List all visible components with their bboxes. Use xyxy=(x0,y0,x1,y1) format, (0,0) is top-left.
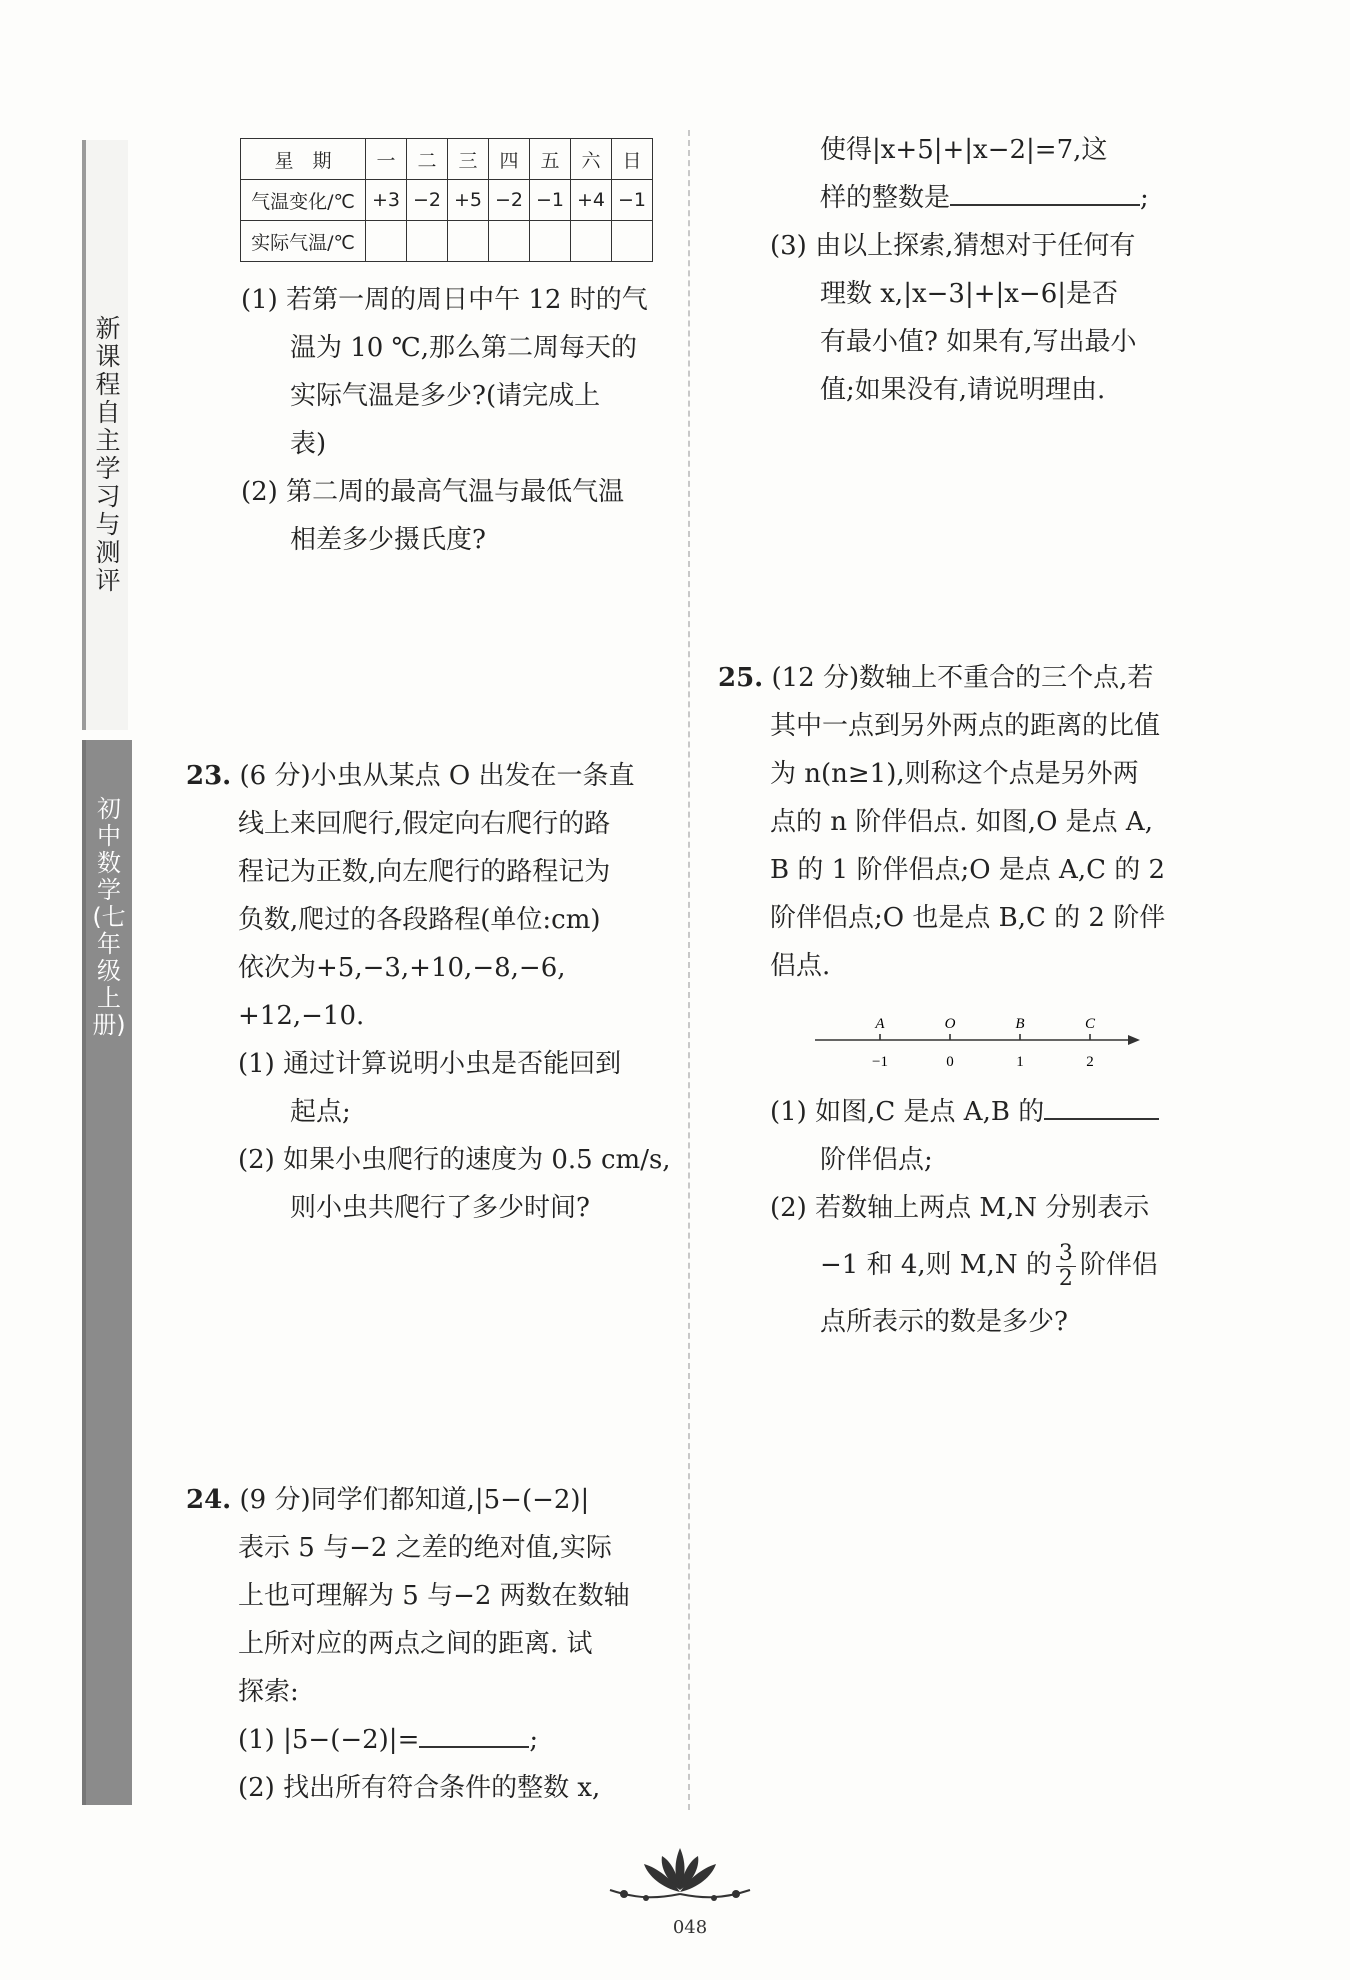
text-line: 侣点. xyxy=(770,951,831,981)
text-line: 若第一周的周日中午 12 时的气 xyxy=(286,285,648,315)
q24-sub3 xyxy=(770,222,1210,270)
q25-line xyxy=(718,654,1218,702)
text-line: 若数轴上两点 M,N 分别表示 xyxy=(815,1193,1150,1223)
answer-blank[interactable] xyxy=(1044,1096,1159,1120)
text-line: −1 和 4,则 M,N 的 xyxy=(820,1250,1052,1280)
text-line: 如果小虫爬行的速度为 0.5 cm/s, xyxy=(283,1145,671,1175)
sub-number: (1) xyxy=(241,285,278,315)
table-row xyxy=(241,221,653,262)
text-line: 探索: xyxy=(238,1677,299,1707)
answer-blank[interactable] xyxy=(950,182,1140,206)
text-line: 表) xyxy=(290,429,327,459)
page-number: 048 xyxy=(672,1917,708,1938)
text-line: 使得|x+5|+|x−2|=7,这 xyxy=(820,135,1108,165)
table-cell: −2 xyxy=(407,180,448,221)
answer-blank[interactable] xyxy=(419,1724,529,1748)
table-row xyxy=(241,180,653,221)
text-line: +12,−10. xyxy=(238,1001,365,1031)
q22-sub1 xyxy=(238,276,678,324)
text-line: 有最小值? 如果有,写出最小 xyxy=(820,327,1137,357)
table-header-cell: 四 xyxy=(489,139,530,180)
table-header-cell: 星 期 xyxy=(241,139,366,180)
temperature-table xyxy=(240,138,653,262)
number-line-figure xyxy=(810,1010,1150,1090)
text-line: 如图,C 是点 A,B 的 xyxy=(815,1097,1045,1127)
text-line: 样的整数是 xyxy=(820,183,951,213)
text-line: (9 分)同学们都知道,|5−(−2)| xyxy=(239,1485,590,1515)
q25-subquestions xyxy=(770,1088,1200,1346)
text-line: 找出所有符合条件的整数 x, xyxy=(283,1773,601,1803)
table-header-cell: 五 xyxy=(530,139,571,180)
text-line: 为 n(n≥1),则称这个点是另外两 xyxy=(770,759,1139,789)
q24-sub2 xyxy=(186,1764,676,1812)
table-cell: +5 xyxy=(448,180,489,221)
question-number: 23. xyxy=(186,761,232,791)
text-line: 起点; xyxy=(290,1097,351,1127)
point-label: O xyxy=(944,1016,956,1032)
text-line: 值;如果没有,请说明理由. xyxy=(820,375,1106,405)
column-divider xyxy=(688,130,690,1810)
tick-label: 0 xyxy=(946,1054,954,1070)
text-line: |5−(−2)|= xyxy=(283,1725,420,1755)
text-line: (12 分)数轴上不重合的三个点,若 xyxy=(771,663,1154,693)
table-cell xyxy=(407,221,448,262)
series-title: 新课程自主学习与测评 xyxy=(95,314,121,595)
sub-number: (3) xyxy=(770,231,807,261)
table-header-cell: 三 xyxy=(448,139,489,180)
table-header-cell: 一 xyxy=(366,139,407,180)
text-line: 则小虫共爬行了多少时间? xyxy=(290,1193,590,1223)
text-line: 阶伴侣点;O 也是点 B,C 的 2 阶伴 xyxy=(770,903,1166,933)
q22-sub2 xyxy=(238,468,678,516)
fraction-numerator: 3 xyxy=(1056,1242,1076,1267)
question-25 xyxy=(718,654,1218,990)
book-title: 初中数学(七年级上册) xyxy=(92,795,126,1039)
sub-number: (1) xyxy=(238,1049,275,1079)
text-line: 通过计算说明小虫是否能回到 xyxy=(283,1049,622,1079)
text-line: 阶伴侣点; xyxy=(820,1145,933,1175)
table-cell xyxy=(530,221,571,262)
text-line: 点所表示的数是多少? xyxy=(820,1307,1068,1337)
table-cell xyxy=(489,221,530,262)
table-cell: −1 xyxy=(530,180,571,221)
text-line: 表示 5 与−2 之差的绝对值,实际 xyxy=(238,1533,612,1563)
point-label: B xyxy=(1015,1016,1025,1032)
table-header-cell: 六 xyxy=(571,139,612,180)
text-line: 程记为正数,向左爬行的路程记为 xyxy=(238,857,611,887)
text-line: 由以上探索,猜想对于任何有 xyxy=(815,231,1136,261)
punctuation: ; xyxy=(529,1725,539,1755)
tick-label: 2 xyxy=(1086,1054,1094,1070)
table-cell: −1 xyxy=(612,180,653,221)
q25-sub2-frac-line xyxy=(770,1232,1200,1298)
q24-sub1 xyxy=(186,1716,676,1764)
text-line: 上也可理解为 5 与−2 两数在数轴 xyxy=(238,1581,630,1611)
fraction xyxy=(1056,1242,1076,1291)
tick-label: −1 xyxy=(872,1054,888,1070)
point-label: C xyxy=(1084,1016,1096,1032)
table-header-cell: 二 xyxy=(407,139,448,180)
q24-line xyxy=(186,1476,676,1524)
table-cell: 实际气温/℃ xyxy=(241,221,366,262)
text-line: 依次为+5,−3,+10,−8,−6, xyxy=(238,953,566,983)
table-cell: −2 xyxy=(489,180,530,221)
axis-arrow-icon xyxy=(1128,1035,1140,1045)
table-cell: +3 xyxy=(366,180,407,221)
question-24 xyxy=(186,1476,676,1812)
sub-number: (1) xyxy=(770,1097,807,1127)
text-line: 相差多少摄氏度? xyxy=(290,525,486,555)
q25-sub1 xyxy=(770,1088,1200,1136)
question-number: 24. xyxy=(186,1485,232,1515)
leaf-ornament-icon xyxy=(600,1838,760,1908)
text-line: 阶伴侣 xyxy=(1079,1250,1158,1280)
table-cell xyxy=(366,221,407,262)
q25-sub2 xyxy=(770,1184,1200,1232)
q24-continuation xyxy=(770,126,1210,414)
sub-number: (2) xyxy=(238,1773,275,1803)
tick-label: 1 xyxy=(1016,1054,1024,1070)
text-line: (6 分)小虫从某点 O 出发在一条直 xyxy=(239,761,635,791)
sidebar-series-tab xyxy=(82,140,128,730)
text-line: 点的 n 阶伴侣点. 如图,O 是点 A, xyxy=(770,807,1153,837)
text-line: 理数 x,|x−3|+|x−6|是否 xyxy=(820,279,1118,309)
question-23 xyxy=(186,752,671,1232)
sub-number: (2) xyxy=(241,477,278,507)
table-cell xyxy=(571,221,612,262)
sub-number: (2) xyxy=(770,1193,807,1223)
q23-line xyxy=(186,752,666,800)
sub-number: (1) xyxy=(238,1725,275,1755)
text-line: 实际气温是多少?(请完成上 xyxy=(290,381,601,411)
table-cell: +4 xyxy=(571,180,612,221)
text-line: 第二周的最高气温与最低气温 xyxy=(286,477,625,507)
sub-number: (2) xyxy=(238,1145,275,1175)
point-label: A xyxy=(875,1016,885,1032)
q24-sub2-last xyxy=(770,174,1210,222)
q23-sub1 xyxy=(186,1040,666,1088)
table-header-cell: 日 xyxy=(612,139,653,180)
text-line: 线上来回爬行,假定向右爬行的路 xyxy=(238,809,611,839)
punctuation: ; xyxy=(1140,183,1149,213)
text-line: 上所对应的两点之间的距离. 试 xyxy=(238,1629,593,1659)
table-cell: 气温变化/℃ xyxy=(241,180,366,221)
text-line: 温为 10 ℃,那么第二周每天的 xyxy=(290,333,637,363)
table-cell xyxy=(612,221,653,262)
table-header-row xyxy=(241,139,653,180)
fraction-denominator: 2 xyxy=(1058,1265,1073,1291)
q23-sub2 xyxy=(186,1136,671,1184)
question-number: 25. xyxy=(718,663,764,693)
q22-subquestions xyxy=(238,276,678,564)
text-line: B 的 1 阶伴侣点;O 是点 A,C 的 2 xyxy=(770,855,1166,885)
text-line: 负数,爬过的各段路程(单位:cm) xyxy=(238,905,601,935)
table-cell xyxy=(448,221,489,262)
sidebar-book-tab xyxy=(82,740,132,1805)
text-line: 其中一点到另外两点的距离的比值 xyxy=(770,711,1161,741)
